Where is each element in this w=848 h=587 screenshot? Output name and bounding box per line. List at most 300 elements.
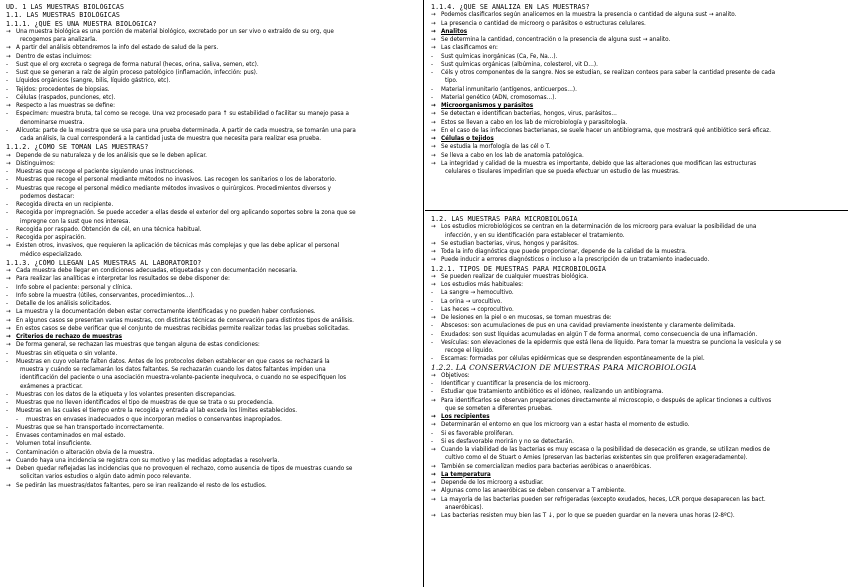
line-text: 1.1. LAS MUESTRAS BIOLÓGICAS bbox=[6, 11, 120, 20]
line-text: Líquidos orgánicos (sangre, bilis, líquido gástrico, etc). bbox=[16, 77, 171, 85]
line-text: muestras en envases inadecuados o que incorporan medios o conservantes inapropiados. bbox=[26, 415, 282, 423]
text-line bbox=[6, 473, 419, 481]
text-line bbox=[6, 160, 419, 168]
text-line bbox=[6, 242, 419, 250]
line-text: médico especializado. bbox=[20, 250, 83, 258]
line-text: La orina → urocultivo. bbox=[441, 297, 503, 305]
line-text: Las clasificamos en: bbox=[441, 44, 498, 52]
dash-bullet-icon: - bbox=[6, 283, 9, 291]
line-text: Para identificarlos se observan preparaciones directamente al microscopio, o después de aplicar tinciones a cultivos bbox=[441, 396, 772, 404]
text-line bbox=[6, 482, 419, 490]
dash-bullet-icon: - bbox=[6, 201, 9, 208]
text-line bbox=[6, 292, 419, 300]
text-line bbox=[6, 176, 419, 184]
section-heading bbox=[6, 143, 419, 151]
line-text: Se estudian bacterias, virus, hongos y parásitos. bbox=[441, 239, 579, 247]
line-text: La temperatura bbox=[441, 470, 491, 478]
line-text: Muestras que se han transportado incorrectamente. bbox=[16, 423, 164, 431]
line-text: anaeróbicas). bbox=[445, 503, 484, 511]
line-text: Determinarán el entorno en que los microorg van a estar hasta el momento de estudio. bbox=[441, 421, 690, 429]
text-line bbox=[6, 110, 419, 118]
arrow-bullet-icon: → bbox=[431, 19, 436, 27]
arrow-bullet-icon: → bbox=[431, 446, 436, 453]
line-text: La integridad y calidad de la muestra es importante, debido que las alteraciones que modifican las estructuras bbox=[441, 159, 757, 167]
text-line bbox=[6, 284, 419, 292]
line-text: muestra y cuándo se reclamarán los datos faltantes. Se rechazarán cuando los datos faltantes impiden una bbox=[20, 366, 326, 373]
text-line bbox=[6, 416, 419, 424]
text-line bbox=[6, 44, 419, 52]
line-text: Envases contaminados en mal estado. bbox=[16, 432, 126, 439]
text-line bbox=[431, 28, 844, 36]
text-line bbox=[431, 86, 844, 94]
line-text: Info sobre el paciente: personal y clínica. bbox=[16, 283, 133, 291]
dash-bullet-icon: - bbox=[6, 357, 9, 365]
line-text: tipo. bbox=[445, 77, 458, 85]
line-text: Deben quedar reflejadas las incidencias que no provoquen el rechazo, como ausencia de tipos de muestras cuando se bbox=[16, 465, 353, 472]
text-line bbox=[6, 300, 419, 308]
dash-bullet-icon: - bbox=[6, 225, 9, 233]
arrow-bullet-icon: → bbox=[6, 316, 11, 324]
line-text: Las heces → coprocultivo. bbox=[441, 305, 514, 313]
line-text: Recogida por raspado. Obtención de cél, en una técnica habitual. bbox=[16, 225, 202, 233]
dash-bullet-icon: - bbox=[6, 85, 9, 93]
line-text: Algunas como las anaeróbicas se deben conservar a T ambiente. bbox=[441, 487, 626, 495]
arrow-bullet-icon: → bbox=[6, 324, 11, 332]
right-top-section bbox=[425, 0, 848, 211]
line-text: Células (raspados, punciones, etc). bbox=[16, 93, 116, 101]
line-text: La mayoría de las bacterias pueden ser refrigeradas (excepto exudados, heces, LCR porque desaparecen las bact. bbox=[441, 495, 766, 503]
dash-bullet-icon: - bbox=[6, 448, 9, 456]
line-text: Alícuota: parte de la muestra que se usa para una prueba determinada. A partir de cada muestra, se tomarán una para bbox=[16, 126, 356, 134]
dash-bullet-icon: - bbox=[6, 176, 9, 184]
text-line bbox=[6, 317, 419, 325]
text-line bbox=[431, 397, 844, 405]
arrow-bullet-icon: → bbox=[6, 27, 11, 35]
arrow-bullet-icon: → bbox=[431, 151, 436, 159]
line-text: Se estudia la morfología de las cél o T. bbox=[441, 143, 551, 151]
dash-bullet-icon: - bbox=[6, 432, 9, 439]
line-text: Microorganismos y parásitos bbox=[441, 102, 534, 109]
arrow-bullet-icon: → bbox=[431, 135, 436, 142]
dash-bullet-icon: - bbox=[431, 305, 434, 313]
dash-bullet-icon: - bbox=[6, 390, 9, 398]
line-text: De forma general, se rechazan las muestras que tengan alguna de estas condiciones: bbox=[16, 341, 260, 349]
dash-bullet-icon: - bbox=[6, 399, 9, 406]
text-line bbox=[6, 407, 419, 415]
text-line bbox=[6, 69, 419, 77]
text-line bbox=[431, 322, 844, 330]
arrow-bullet-icon: → bbox=[6, 275, 11, 283]
line-text: Criterios de rechazo de muestras bbox=[16, 333, 123, 340]
dash-bullet-icon: - bbox=[431, 297, 434, 305]
line-text: Material inmunitario (antígenos, anticuerpos…). bbox=[441, 85, 577, 93]
line-text: recogemos para analizarla. bbox=[20, 36, 98, 43]
text-line bbox=[431, 160, 844, 168]
text-line bbox=[431, 152, 844, 160]
text-line bbox=[431, 331, 844, 339]
arrow-bullet-icon: → bbox=[431, 36, 436, 43]
arrow-bullet-icon: → bbox=[431, 239, 436, 247]
line-text: celulares o tisulares impedirían que se pueda efectuar un estudio de las muestras. bbox=[445, 168, 680, 175]
text-line bbox=[431, 463, 844, 471]
line-text: Se pueden realizar de cualquier muestras biológica. bbox=[441, 272, 589, 280]
arrow-bullet-icon: → bbox=[431, 11, 436, 19]
line-text: Distinguimos: bbox=[16, 159, 55, 167]
arrow-bullet-icon: → bbox=[6, 151, 11, 159]
line-text: 1.1.3. ¿CÓMO LLEGAN LAS MUESTRAS AL LABORATORIO? bbox=[6, 258, 202, 267]
dash-bullet-icon: - bbox=[6, 234, 9, 241]
arrow-bullet-icon: → bbox=[431, 421, 436, 429]
text-line bbox=[431, 405, 844, 413]
text-line bbox=[431, 314, 844, 322]
arrow-bullet-icon: → bbox=[431, 110, 436, 118]
arrow-bullet-icon: → bbox=[431, 159, 436, 167]
arrow-bullet-icon: → bbox=[6, 456, 11, 464]
dash-bullet-icon: - bbox=[431, 52, 434, 60]
text-line bbox=[6, 457, 419, 465]
dash-bullet-icon: - bbox=[6, 184, 9, 192]
dash-bullet-icon: - bbox=[431, 60, 434, 68]
dash-bullet-icon: - bbox=[6, 69, 9, 76]
text-line bbox=[431, 223, 844, 231]
arrow-bullet-icon: → bbox=[431, 272, 436, 280]
line-text: La sangre → hemocultivo. bbox=[441, 289, 514, 297]
arrow-bullet-icon: → bbox=[431, 223, 436, 231]
text-line bbox=[6, 226, 419, 234]
line-text: Sust que se generan a raíz de algún proceso patológico (inflamación, infección: pus). bbox=[16, 69, 258, 76]
text-line bbox=[6, 209, 419, 217]
line-text: Respecto a las muestras se define: bbox=[16, 102, 116, 109]
arrow-bullet-icon: → bbox=[431, 479, 436, 486]
line-text: Identificar y cuantificar la presencia de los microorg. bbox=[441, 380, 591, 387]
arrow-bullet-icon: → bbox=[431, 495, 436, 503]
text-line bbox=[6, 275, 419, 283]
dash-bullet-icon: - bbox=[431, 85, 434, 93]
line-text: Puede inducir a errores diagnósticos o incluso a la prescripción de un tratamiento inadecuado. bbox=[441, 256, 710, 264]
line-text: 1.2.2. LA CONSERVACIÓN DE MUESTRAS PARA MICROBIOLOGÍA bbox=[431, 363, 697, 372]
dash-bullet-icon: - bbox=[6, 93, 9, 101]
text-line bbox=[6, 424, 419, 432]
line-text: impregne con la sust que nos interesa. bbox=[20, 217, 131, 225]
text-line bbox=[431, 471, 844, 479]
text-line bbox=[6, 61, 419, 69]
arrow-bullet-icon: → bbox=[431, 256, 436, 264]
line-text: Muestras que no lleven identificados el tipo de muestras de que se trata o su procedencia. bbox=[16, 399, 274, 406]
arrow-bullet-icon: → bbox=[6, 267, 11, 274]
section-heading bbox=[6, 3, 419, 11]
text-line bbox=[431, 512, 844, 520]
line-text: Muestras que recoge el paciente siguiendo unas instrucciones. bbox=[16, 168, 195, 175]
text-line bbox=[6, 267, 419, 275]
text-line bbox=[431, 306, 844, 314]
arrow-bullet-icon: → bbox=[6, 102, 11, 109]
arrow-bullet-icon: → bbox=[431, 102, 436, 109]
arrow-bullet-icon: → bbox=[431, 248, 436, 255]
section-heading bbox=[6, 20, 419, 28]
text-line bbox=[431, 421, 844, 429]
text-line bbox=[6, 168, 419, 176]
text-line bbox=[6, 152, 419, 160]
line-text: Si es favorable proliferan. bbox=[441, 429, 514, 437]
line-text: Abscesos: son acumulaciones de pus en una cavidad previamente inexistente y claramente delimitada. bbox=[441, 322, 736, 330]
text-line bbox=[431, 102, 844, 110]
text-line bbox=[431, 127, 844, 135]
text-line bbox=[431, 135, 844, 143]
text-line bbox=[6, 325, 419, 333]
text-line bbox=[6, 350, 419, 358]
section-heading bbox=[6, 259, 419, 267]
text-line bbox=[431, 273, 844, 281]
arrow-bullet-icon: → bbox=[6, 308, 11, 316]
line-text: Muestras que recoge el personal médico mediante métodos invasivos o quirúrgicos. Procedimientos diversos y bbox=[16, 184, 331, 192]
line-text: cada análisis, la cual corresponderá a la cantidad justa de muestra que necesita para realizar esa prueba. bbox=[20, 135, 322, 142]
line-text: Si es desfavorable morirán y no se detectarán. bbox=[441, 437, 574, 445]
text-line bbox=[431, 355, 844, 363]
text-line bbox=[6, 218, 419, 226]
text-line bbox=[431, 77, 844, 85]
dash-bullet-icon: - bbox=[431, 388, 434, 396]
text-line bbox=[6, 333, 419, 341]
line-text: Info sobre la muestra (útiles, conservantes, procedimientos…). bbox=[16, 291, 195, 299]
arrow-bullet-icon: → bbox=[431, 413, 436, 420]
line-text: Volumen total insuficiente. bbox=[16, 440, 92, 448]
text-line bbox=[431, 347, 844, 355]
line-text: La muestra y la documentación deben estar correctamente identificadas y no pueden haber confusiones. bbox=[16, 308, 316, 316]
line-text: Dentro de estas incluimos: bbox=[16, 52, 92, 60]
line-text: Sust que el org excreta o segrega de forma natural (heces, orina, saliva, semen, etc). bbox=[16, 60, 259, 68]
text-line bbox=[6, 127, 419, 135]
dash-bullet-icon: - bbox=[6, 349, 9, 357]
line-text: Recogida por aspiración. bbox=[16, 234, 86, 241]
text-line bbox=[431, 289, 844, 297]
line-text: Cuando haya una incidencia se registra con su motivo y las medidas adoptadas a resolverla. bbox=[16, 456, 280, 464]
text-line bbox=[431, 380, 844, 388]
text-line bbox=[431, 413, 844, 421]
dash-bullet-icon: - bbox=[6, 300, 9, 307]
section-heading bbox=[6, 11, 419, 19]
arrow-bullet-icon: → bbox=[431, 470, 436, 478]
line-text: Existen otros, invasivos, que requieren la aplicación de técnicas más complejas y que las debe aplicar el personal bbox=[16, 242, 340, 250]
line-text: Los estudios más habituales: bbox=[441, 281, 524, 288]
line-text: Muestras con los datos de la etiqueta y los volantes presenten discrepancias. bbox=[16, 390, 236, 398]
line-text: Cuando la viabilidad de las bacterias es muy escasa o la posibilidad de desecación es grande, se utilizan medios de bbox=[441, 446, 770, 453]
line-text: La presencia o cantidad de microorg o parásitos o estructuras celulares. bbox=[441, 19, 646, 27]
text-line bbox=[431, 119, 844, 127]
text-line bbox=[431, 479, 844, 487]
text-line bbox=[431, 240, 844, 248]
text-line bbox=[6, 341, 419, 349]
text-line bbox=[6, 366, 419, 374]
text-line bbox=[431, 298, 844, 306]
dash-bullet-icon: - bbox=[431, 338, 434, 346]
line-text: Sust químicas orgánicas (albúmina, colesterol, vit D…). bbox=[441, 60, 598, 68]
text-line bbox=[431, 496, 844, 504]
arrow-bullet-icon: → bbox=[6, 465, 11, 472]
dash-bullet-icon: - bbox=[6, 126, 9, 134]
text-line bbox=[6, 94, 419, 102]
dash-bullet-icon: - bbox=[431, 355, 434, 363]
text-line bbox=[431, 94, 844, 102]
text-line bbox=[431, 168, 844, 176]
line-text: Recogida directa en un recipiente. bbox=[16, 201, 114, 208]
text-line bbox=[431, 110, 844, 118]
line-text: Los estudios microbiológicos se centran en la determinación de los microorg para evaluar la posibilidad de una bbox=[441, 223, 757, 231]
line-text: Recogida por impregnación. Se puede acceder a ellas desde el exterior del org aplicando soportes sobre la zona que se bbox=[16, 209, 356, 217]
text-line bbox=[6, 77, 419, 85]
text-line bbox=[6, 201, 419, 209]
line-text: solicitan varios estudios o algún dato admin poco relevante. bbox=[20, 473, 191, 481]
text-line bbox=[6, 185, 419, 193]
line-text: Escamas: formadas por células epidérmicas que se desprenden espontáneamente de la piel. bbox=[441, 355, 705, 363]
section-heading bbox=[431, 3, 844, 11]
line-text: Las bacterias resisten muy bien las T ↓, por lo que se pueden guardar en la nevera unas horas (2-8ºC). bbox=[441, 512, 735, 519]
text-line bbox=[431, 143, 844, 151]
text-line bbox=[431, 281, 844, 289]
arrow-bullet-icon: → bbox=[6, 52, 11, 60]
line-text: 1.2. LAS MUESTRAS PARA MICROBIOLOGÍA bbox=[431, 215, 578, 223]
line-text: 1.2.1. TIPOS DE MUESTRAS PARA MICROBIOLOGÍA bbox=[431, 264, 606, 273]
arrow-bullet-icon: → bbox=[431, 118, 436, 126]
arrow-bullet-icon: → bbox=[6, 159, 11, 167]
text-line bbox=[431, 53, 844, 61]
dash-bullet-icon: - bbox=[16, 415, 19, 423]
text-line bbox=[6, 449, 419, 457]
line-text: Especímen: muestra bruta, tal como se recoge. Una vez procesado para ↑ su estabilidad o facilitar su manejo pasa a bbox=[16, 110, 349, 118]
line-text: Tejidos: procedentes de biopsias. bbox=[16, 85, 110, 93]
line-text: identificación del paciente o una asociación muestra-volante-paciente inequívoca, o cuando no se especifiquen los bbox=[20, 374, 347, 382]
text-line bbox=[431, 69, 844, 77]
text-line bbox=[6, 399, 419, 407]
text-line bbox=[431, 44, 844, 52]
dash-bullet-icon: - bbox=[6, 407, 9, 415]
line-text: denominarse muestra. bbox=[20, 118, 85, 126]
line-text: Vesículas: son elevaciones de la epidermis que está llena de líquido. Para tomar la muestra se punciona la vesícula y se bbox=[441, 338, 782, 346]
line-text: Una muestra biológica es una porción de material biológico, excretado por un ser vivo o extraído de su org, que bbox=[16, 27, 334, 35]
text-line bbox=[431, 61, 844, 69]
text-line bbox=[6, 391, 419, 399]
section-heading bbox=[431, 265, 844, 273]
arrow-bullet-icon: → bbox=[6, 341, 11, 349]
line-text: Se detectan e identifican bacterias, hongos, virus, parásitos… bbox=[441, 110, 617, 118]
dash-bullet-icon: - bbox=[6, 110, 9, 118]
text-line bbox=[431, 36, 844, 44]
arrow-bullet-icon: → bbox=[6, 481, 11, 489]
line-text: infección, y en su identificación para establecer el tratamiento. bbox=[445, 231, 625, 239]
dash-bullet-icon: - bbox=[6, 77, 9, 85]
text-line bbox=[6, 53, 419, 61]
dash-bullet-icon: - bbox=[431, 93, 434, 101]
line-text: Toda la info diagnóstica que puede proporcionar, depende de la calidad de la muestra. bbox=[441, 248, 687, 255]
arrow-bullet-icon: → bbox=[431, 512, 436, 519]
line-text: 1.1.4. ¿QUÉ SE ANALIZA EN LAS MUESTRAS? bbox=[431, 3, 590, 11]
text-line bbox=[6, 36, 419, 44]
text-line bbox=[431, 256, 844, 264]
text-line bbox=[431, 339, 844, 347]
line-text: Analitos bbox=[441, 27, 468, 35]
arrow-bullet-icon: → bbox=[6, 44, 11, 52]
line-text: Se lleva a cabo en los lab de anatomía patológica. bbox=[441, 151, 584, 159]
line-text: Exudados: son sust líquidas acumuladas en algún T de forma anormal, como consecuencia de una inflamación. bbox=[441, 330, 758, 338]
text-line bbox=[6, 440, 419, 448]
line-text: Depende de su naturaleza y de los análisis que se le deben aplicar. bbox=[16, 151, 207, 159]
section-heading bbox=[431, 364, 844, 372]
dash-bullet-icon: - bbox=[431, 289, 434, 297]
line-text: podemos destacar: bbox=[20, 192, 75, 200]
text-line bbox=[431, 388, 844, 396]
line-text: Contaminación o alteración obvia de la muestra. bbox=[16, 448, 155, 456]
dash-bullet-icon: - bbox=[431, 330, 434, 338]
arrow-bullet-icon: → bbox=[431, 27, 436, 35]
arrow-bullet-icon: → bbox=[431, 314, 436, 321]
text-line bbox=[6, 308, 419, 316]
line-text: recoge el líquido. bbox=[445, 347, 494, 354]
text-line bbox=[6, 432, 419, 440]
arrow-bullet-icon: → bbox=[431, 462, 436, 470]
line-text: Céls y otros componentes de la sangre. Nos se estudian, se realizan conteos para saber la cantidad presente de cada bbox=[441, 69, 776, 76]
dash-bullet-icon: - bbox=[6, 168, 9, 175]
text-line bbox=[6, 193, 419, 201]
text-line bbox=[431, 446, 844, 454]
text-line bbox=[431, 430, 844, 438]
dash-bullet-icon: - bbox=[6, 209, 9, 217]
dash-bullet-icon: - bbox=[6, 440, 9, 448]
text-line bbox=[6, 102, 419, 110]
text-line bbox=[431, 454, 844, 462]
dash-bullet-icon: - bbox=[431, 429, 434, 437]
line-text: En algunos casos se presentan varias muestras, con distintas técnicas de conservación para distintos tipos de análisis. bbox=[16, 316, 354, 324]
text-line bbox=[431, 504, 844, 512]
line-text: Muestras que recoge el personal mediante métodos no invasivos. Las recogen los sanitarios o los de laboratorio. bbox=[16, 176, 337, 184]
text-line bbox=[6, 374, 419, 382]
line-text: Depende de los microorg a estudiar. bbox=[441, 479, 544, 486]
line-text: Objetivos: bbox=[441, 371, 470, 379]
dash-bullet-icon: - bbox=[431, 322, 434, 330]
line-text: Estos se llevan a cabo en los lab de microbiología y parasitología. bbox=[441, 118, 628, 126]
line-text: Estudiar que tratamiento antibiótico es el idóneo, realizando un antibiograma. bbox=[441, 388, 664, 396]
arrow-bullet-icon: → bbox=[431, 487, 436, 495]
arrow-bullet-icon: → bbox=[431, 281, 436, 288]
arrow-bullet-icon: → bbox=[431, 396, 436, 404]
text-line bbox=[431, 438, 844, 446]
text-line bbox=[6, 358, 419, 366]
line-text: cultivo como el de Stuart o Amies (preservan las bacterias existentes sin que proliferen exageradamente). bbox=[445, 454, 748, 462]
line-text: A partir del análisis obtendremos la info del estado de salud de la pers. bbox=[16, 44, 219, 52]
dash-bullet-icon: - bbox=[431, 380, 434, 387]
line-text: Cada muestra debe llegar en condiciones adecuadas, etiquetadas y con documentación necesaria. bbox=[16, 267, 298, 274]
text-line bbox=[431, 11, 844, 19]
arrow-bullet-icon: → bbox=[431, 143, 436, 151]
arrow-bullet-icon: → bbox=[431, 371, 436, 379]
line-text: Para realizar las analíticas e interpretar los resultados se debe disponer de: bbox=[16, 275, 230, 283]
dash-bullet-icon: - bbox=[6, 291, 9, 299]
right-bottom-section bbox=[425, 212, 848, 587]
line-text: 1.1.1. ¿QUÉ ES UNA MUESTRA BIOLÓGICA? bbox=[6, 19, 157, 28]
text-line bbox=[431, 487, 844, 495]
text-line bbox=[431, 248, 844, 256]
text-line bbox=[6, 28, 419, 36]
line-text: Podemos clasificarlos según analicemos en la muestra la presencia o cantidad de alguna sust → analito. bbox=[441, 11, 737, 19]
line-text: También se comercializan medios para bacterias aeróbicas o anaeróbicas. bbox=[441, 462, 652, 470]
line-text: Detalle de los análisis solicitados. bbox=[16, 300, 112, 307]
arrow-bullet-icon: → bbox=[431, 44, 436, 52]
text-line bbox=[431, 232, 844, 240]
arrow-bullet-icon: → bbox=[431, 126, 436, 134]
text-line bbox=[431, 20, 844, 28]
line-text: 1.1.2. ¿CÓMO SE TOMAN LAS MUESTRAS? bbox=[6, 143, 149, 152]
line-text: Material genético (ADN, cromosomas…). bbox=[441, 93, 557, 101]
line-text: Muestras sin etiqueta o sin volante. bbox=[16, 349, 118, 357]
line-text: que se someten a diferentes pruebas. bbox=[445, 404, 553, 412]
